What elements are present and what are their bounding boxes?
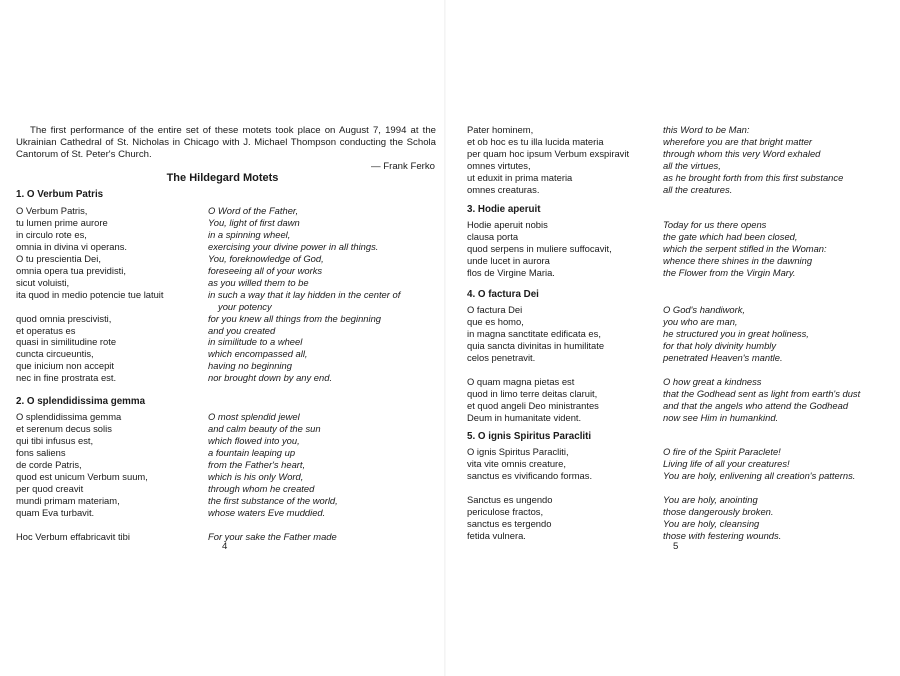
latin-text-5 xyxy=(467,446,592,542)
verse-line: the Flower from the Virgin Mary. xyxy=(663,266,796,278)
verse-line: which the serpent stifled in the Woman: xyxy=(663,242,827,254)
verse-line: whose waters Eve muddied. xyxy=(208,506,326,518)
verse-line: sicut voluisti, xyxy=(16,276,70,288)
verse-line: quia sancta divinitas in humilitate xyxy=(467,339,605,351)
section-heading-2: 2. O splendidissima gemma xyxy=(16,396,146,407)
verse-line: quasi in similitudine rote xyxy=(16,336,117,348)
verse-line: nec in fine prostrata est. xyxy=(16,372,117,384)
verse-line: from the Father's heart, xyxy=(208,458,306,470)
verse-line: fetida vulnera. xyxy=(467,529,526,541)
verse-line: qui tibi infusus est, xyxy=(16,434,94,446)
verse-line xyxy=(663,364,860,376)
verse-line: through whom this very Word exhaled xyxy=(663,147,821,159)
verse-line: et serenum decus solis xyxy=(16,422,112,434)
verse-line: for that holy divinity humbly xyxy=(663,339,777,351)
verse-line: in circulo rote es, xyxy=(16,228,87,240)
verse-line: sanctus es tergendo xyxy=(467,517,552,529)
verse-line: que es homo, xyxy=(467,315,524,327)
english-text-2 xyxy=(208,411,338,542)
verse-line: the first substance of the world, xyxy=(208,494,338,506)
page-number-left: 4 xyxy=(222,541,228,552)
english-text-4 xyxy=(663,304,860,424)
verse-line: Hoc Verbum effabricavit tibi xyxy=(16,530,130,542)
intro-text: The first performance of the entire set of these motets took place on August 7, 1994 at the Ukrainian Cathedral of St. Nicholas in Chicago with J. Michael Thompson conducting the Schola Cantorum of St. Peter's Church. xyxy=(16,125,436,161)
verse-line: O Word of the Father, xyxy=(208,205,299,216)
verse-line: omnia in divina vi operans. xyxy=(16,240,127,252)
latin-text-1 xyxy=(16,205,164,384)
verse-line: et operatus es xyxy=(16,324,76,336)
section-heading-1: 1. O Verbum Patris xyxy=(16,189,104,200)
verse-line: quod est unicum Verbum suum, xyxy=(16,470,148,482)
verse-line: Today for us there opens xyxy=(663,219,767,230)
verse-line: O God's handiwork, xyxy=(663,304,746,315)
verse-line: Hodie aperuit nobis xyxy=(467,219,548,230)
verse-line xyxy=(467,482,592,494)
verse-line: in magna sanctitate edificata es, xyxy=(467,327,601,339)
verse-line: O ignis Spiritus Paracliti, xyxy=(467,446,569,457)
verse-line: your potency xyxy=(218,300,272,312)
verse-line: clausa porta xyxy=(467,230,519,242)
verse-line: You, foreknowledge of God, xyxy=(208,252,324,264)
attribution: — Frank Ferko xyxy=(371,161,435,172)
verse-line: O tu prescientia Dei, xyxy=(16,252,101,264)
section-heading-3: 3. Hodie aperuit xyxy=(467,204,541,215)
verse-line: in similitude to a wheel xyxy=(208,336,303,348)
verse-line: que inicium non accepit xyxy=(16,360,114,372)
verse-line: this Word to be Man: xyxy=(663,124,750,135)
verse-line: all the creatures. xyxy=(663,183,733,195)
verse-line: now see Him in humankind. xyxy=(663,411,779,423)
verse-line: vita vite omnis creature, xyxy=(467,457,566,469)
section-heading-4: 4. O factura Dei xyxy=(467,289,539,300)
latin-text-2 xyxy=(16,411,148,542)
right-page xyxy=(445,0,900,676)
verse-line: Living life of all your creatures! xyxy=(663,457,790,469)
verse-line: celos penetravit. xyxy=(467,351,536,363)
verse-line xyxy=(467,364,604,376)
verse-line: tu lumen prime aurore xyxy=(16,216,108,228)
english-continuation xyxy=(663,124,843,196)
verse-line: having no beginning xyxy=(208,360,292,372)
verse-line: foreseeing all of your works xyxy=(208,264,323,276)
verse-line: and calm beauty of the sun xyxy=(208,422,321,434)
section-heading-5: 5. O ignis Spiritus Paracliti xyxy=(467,431,592,442)
verse-line: ut eduxit in prima materia xyxy=(467,171,573,183)
verse-line: mundi primam materiam, xyxy=(16,494,120,506)
verse-line: de corde Patris, xyxy=(16,458,82,470)
verse-line xyxy=(16,301,164,313)
verse-line: in a spinning wheel, xyxy=(208,228,291,240)
verse-line: fons saliens xyxy=(16,446,66,458)
verse-line: O how great a kindness xyxy=(663,375,762,387)
verse-line: per quod creavit xyxy=(16,482,84,494)
verse-line: For your sake the Father made xyxy=(208,530,337,542)
english-text-1 xyxy=(208,205,400,384)
verse-line: ita quod in medio potencie tue latuit xyxy=(16,288,164,300)
verse-line xyxy=(16,519,148,531)
latin-text-4 xyxy=(467,304,604,424)
verse-line: which flowed into you, xyxy=(208,434,300,446)
verse-line: per quam hoc ipsum Verbum exspiravit xyxy=(467,147,630,159)
verse-line: unde lucet in aurora xyxy=(467,254,550,266)
verse-line: You are holy, enlivening all creation's patterns. xyxy=(663,469,856,481)
verse-line: Sanctus es ungendo xyxy=(467,493,553,505)
verse-line: exercising your divine power in all things. xyxy=(208,240,379,252)
verse-line: O quam magna pietas est xyxy=(467,375,575,387)
verse-line: periculose fractos, xyxy=(467,505,544,517)
verse-line: O most splendid jewel xyxy=(208,411,300,422)
verse-line: that the Godhead sent as light from earth's dust xyxy=(663,387,861,399)
verse-line: et quod angeli Deo ministrantes xyxy=(467,399,599,411)
verse-line: omnes creaturas. xyxy=(467,183,540,195)
verse-line xyxy=(663,482,855,494)
verse-line: he structured you in great holiness, xyxy=(663,327,809,339)
verse-line: quod in limo terre deitas claruit, xyxy=(467,387,598,399)
verse-line: the gate which had been closed, xyxy=(663,230,798,242)
verse-line: through whom he created xyxy=(208,482,315,494)
verse-line: quod serpens in muliere suffocavit, xyxy=(467,242,612,254)
verse-line: flos de Virgine Maria. xyxy=(467,266,555,278)
verse-line: those with festering wounds. xyxy=(663,529,782,541)
verse-line: as he brought forth from this first substance xyxy=(663,171,844,183)
verse-line: O factura Dei xyxy=(467,304,523,315)
verse-line: those dangerously broken. xyxy=(663,505,774,517)
verse-line: in such a way that it lay hidden in the center of xyxy=(208,288,401,300)
verse-line: wherefore you are that bright matter xyxy=(663,135,813,147)
verse-line: O splendidissima gemma xyxy=(16,411,122,422)
english-text-3 xyxy=(663,219,827,279)
verse-line: omnia opera tua previdisti, xyxy=(16,264,126,276)
verse-line: O fire of the Spirit Paraclete! xyxy=(663,446,781,457)
verse-line: quod omnia prescivisti, xyxy=(16,312,112,324)
verse-line: a fountain leaping up xyxy=(208,446,296,458)
verse-line: et ob hoc es tu illa lucida materia xyxy=(467,135,604,147)
verse-line: and you created xyxy=(208,324,276,336)
verse-line: whence there shines in the dawning xyxy=(663,254,813,266)
english-text-5 xyxy=(663,446,855,542)
verse-line: sanctus es vivificando formas. xyxy=(467,469,593,481)
verse-line: which is his only Word, xyxy=(208,470,304,482)
verse-line: You, light of first dawn xyxy=(208,216,300,228)
page-title: The Hildegard Motets xyxy=(166,172,279,184)
verse-line: for you knew all things from the beginning xyxy=(208,312,382,324)
verse-line xyxy=(208,519,338,531)
latin-continuation xyxy=(467,124,629,196)
verse-line: nor brought down by any end. xyxy=(208,372,333,384)
verse-line: all the virtues, xyxy=(663,159,721,171)
verse-line: omnes virtutes, xyxy=(467,159,531,171)
verse-line: You are holy, anointing xyxy=(663,493,758,505)
verse-line: O Verbum Patris, xyxy=(16,205,88,216)
verse-line: and that the angels who attend the Godhead xyxy=(663,399,849,411)
verse-line: as you willed them to be xyxy=(208,276,309,288)
latin-text-3 xyxy=(467,219,612,279)
page-number-right: 5 xyxy=(673,541,679,552)
verse-line: you who are man, xyxy=(663,315,738,327)
verse-line: penetrated Heaven's mantle. xyxy=(663,351,783,363)
left-page xyxy=(0,0,445,676)
verse-line: quam Eva turbavit. xyxy=(16,506,95,518)
verse-line: cuncta circueuntis, xyxy=(16,348,94,360)
verse-line: Deum in humanitate vident. xyxy=(467,411,582,423)
intro-paragraph xyxy=(16,125,436,162)
verse-line: You are holy, cleansing xyxy=(663,517,760,529)
verse-line: Pater hominem, xyxy=(467,124,534,135)
verse-line: which encompassed all, xyxy=(208,348,308,360)
